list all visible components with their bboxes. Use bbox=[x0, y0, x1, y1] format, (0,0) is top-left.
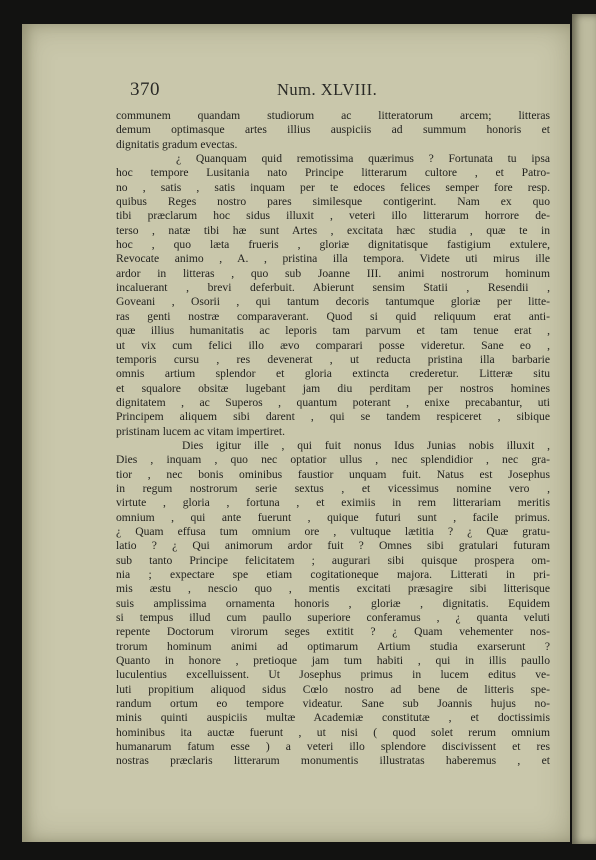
text-line: quibus Reges nostro pares similesque contigerint. Nam ex quo bbox=[116, 195, 550, 209]
text-line: Dies igitur ille , qui fuit nonus Idus Junias nobis illuxit , bbox=[182, 438, 550, 452]
text-line: virtute , gloria , fortuna , et eximiis in rem litterariam meritis bbox=[116, 496, 550, 510]
text-line: ¿ Quam effusa tum omnium ore , vultuque lætitia ? ¿ Quæ gratu- bbox=[116, 524, 550, 538]
text-line: in regum nostrorum serie sextus , et vicessimus nomine vero , bbox=[116, 481, 550, 495]
text-line: et squalore obsitæ lugebant jam diu perditam per nostros homines bbox=[116, 381, 550, 395]
text-line: temporis cursu , res devenerat , ut reducta pristina illa barbarie bbox=[116, 352, 550, 366]
text-line: Dies , inquam , quo nec optatior ullus , nec splendidior , nec gra- bbox=[116, 453, 550, 467]
text-line: luti propitium aliquod sidus Cœlo nostro ad bene de litteris spe- bbox=[116, 682, 550, 696]
text-line: hoc tempore Lusitania nato Principe litterarum cultore , et Patro- bbox=[116, 166, 550, 180]
page-number: 370 bbox=[130, 79, 160, 100]
text-line: Goveani , Osorii , qui tantum decoris tantumque gloriæ per litte- bbox=[116, 295, 550, 309]
text-line: trorum hominum animi ad optimarum Artium studia exarserunt ? bbox=[116, 639, 550, 653]
text-line: suis amplissima ornamenta honoris , gloriæ , dignitatis. Equidem bbox=[116, 596, 550, 610]
text-line: quæ illius humanitatis ac leporis tam parvum et tam tenue erat , bbox=[116, 324, 550, 338]
page-header bbox=[130, 79, 550, 101]
text-line: ¿ Quanquam quid remotissima quærimus ? Fortunata tu ipsa bbox=[176, 152, 550, 166]
text-line: luculentius excelluissent. Ut Josephus primus in lucem editus ve- bbox=[116, 668, 550, 682]
text-line: Principem aliquem sibi darent , qui se tandem respiceret , sibique bbox=[116, 410, 550, 424]
text-line: tior , nec bonis ominibus faustior unquam fuit. Natus est Josephus bbox=[116, 467, 550, 481]
text-line: demum optimasque artes illius auspiciis ad summum honoris et bbox=[116, 123, 550, 137]
text-line: omnium , qui ante fuerunt , quique futuri sunt , facile primus. bbox=[116, 510, 550, 524]
text-line: ras genti nostræ comparaverant. Quod si quid reliquum erat anti- bbox=[116, 309, 550, 323]
text-line: dignitatis gradum evectas. bbox=[116, 137, 238, 151]
text-line: minis quinti auspiciis multæ Academiæ constitutæ , et doctissimis bbox=[116, 711, 550, 725]
text-line: Revocate animo , A. , pristina illa tempora. Videte uti mirus ille bbox=[116, 252, 550, 266]
body-text bbox=[116, 109, 550, 769]
text-line: communem quandam studiorum ac litteratorum arcem; litteras bbox=[116, 109, 550, 122]
text-line: mis æstu , nescio quo , mentis excitati præsagire sibi litterisque bbox=[116, 582, 550, 596]
text-line: terso , natæ tibi hæ sunt Artes , excitata hæc studia , quæ te in bbox=[116, 223, 550, 237]
text-line: hominibus ita auctæ fuerunt , ut nisi ( quod solet rerum omnium bbox=[116, 725, 550, 739]
text-line: incaluerant , brevi deferbuit. Abierunt sensim Statii , Resendii , bbox=[116, 281, 550, 295]
text-line: si tempus illud cum paullo superiore conferamus , ¿ quanta veluti bbox=[116, 611, 550, 625]
facing-page-edge bbox=[572, 14, 596, 844]
text-line: sub tanto Principe felicitatem ; augurari sibi quisque prospera om- bbox=[116, 553, 550, 567]
text-line: dignitatem , ac Superos , quantum poterant , enixe precabantur, uti bbox=[116, 395, 550, 409]
text-line: Quanto in honore , pretioque jam tum habiti , qui in illis paullo bbox=[116, 654, 550, 668]
text-line: pristinam lucem ac vitam impertiret. bbox=[116, 424, 286, 438]
running-head: Num. XLVIII. bbox=[277, 80, 378, 99]
text-line: ut vix cum felici illo ævo comparari posse videretur. Sane eo , bbox=[116, 338, 550, 352]
text-line: no , satis , satis inquam per te edoces felices semper fore resp. bbox=[116, 180, 550, 194]
text-line: ardor in litteras , quo sub Joanne III. animi nostrorum hominum bbox=[116, 266, 550, 280]
text-line: latio ? ¿ Qui animorum ardor fuit ? Omnes sibi gratulari futuram bbox=[116, 539, 550, 553]
text-line: repente Doctorum virorum seges extitit ? ¿ Quam vehementer nos- bbox=[116, 625, 550, 639]
text-line: tibi præclarum hoc sidus illuxit , veteri illo litterarum horrore de- bbox=[116, 209, 550, 223]
text-line: omnis artium splendor et gloria extincta crederetur. Litteræ situ bbox=[116, 367, 550, 381]
text-line: hoc , quo læta frueris , gloriæ dignitatisque fastigium extulere, bbox=[116, 238, 550, 252]
text-line: randum ortum eo tempore videatur. Sane sub Joannis hujus no- bbox=[116, 697, 550, 711]
text-line: humanarum fatum esse ) a veteri illo splendore discivissent et res bbox=[116, 740, 550, 754]
text-line: nia ; expectare spe etiam cogitationeque majora. Litterati in pri- bbox=[116, 568, 550, 581]
text-line: nostras præclaris litterarum monumentis illustratas haberemus , et bbox=[116, 754, 550, 768]
